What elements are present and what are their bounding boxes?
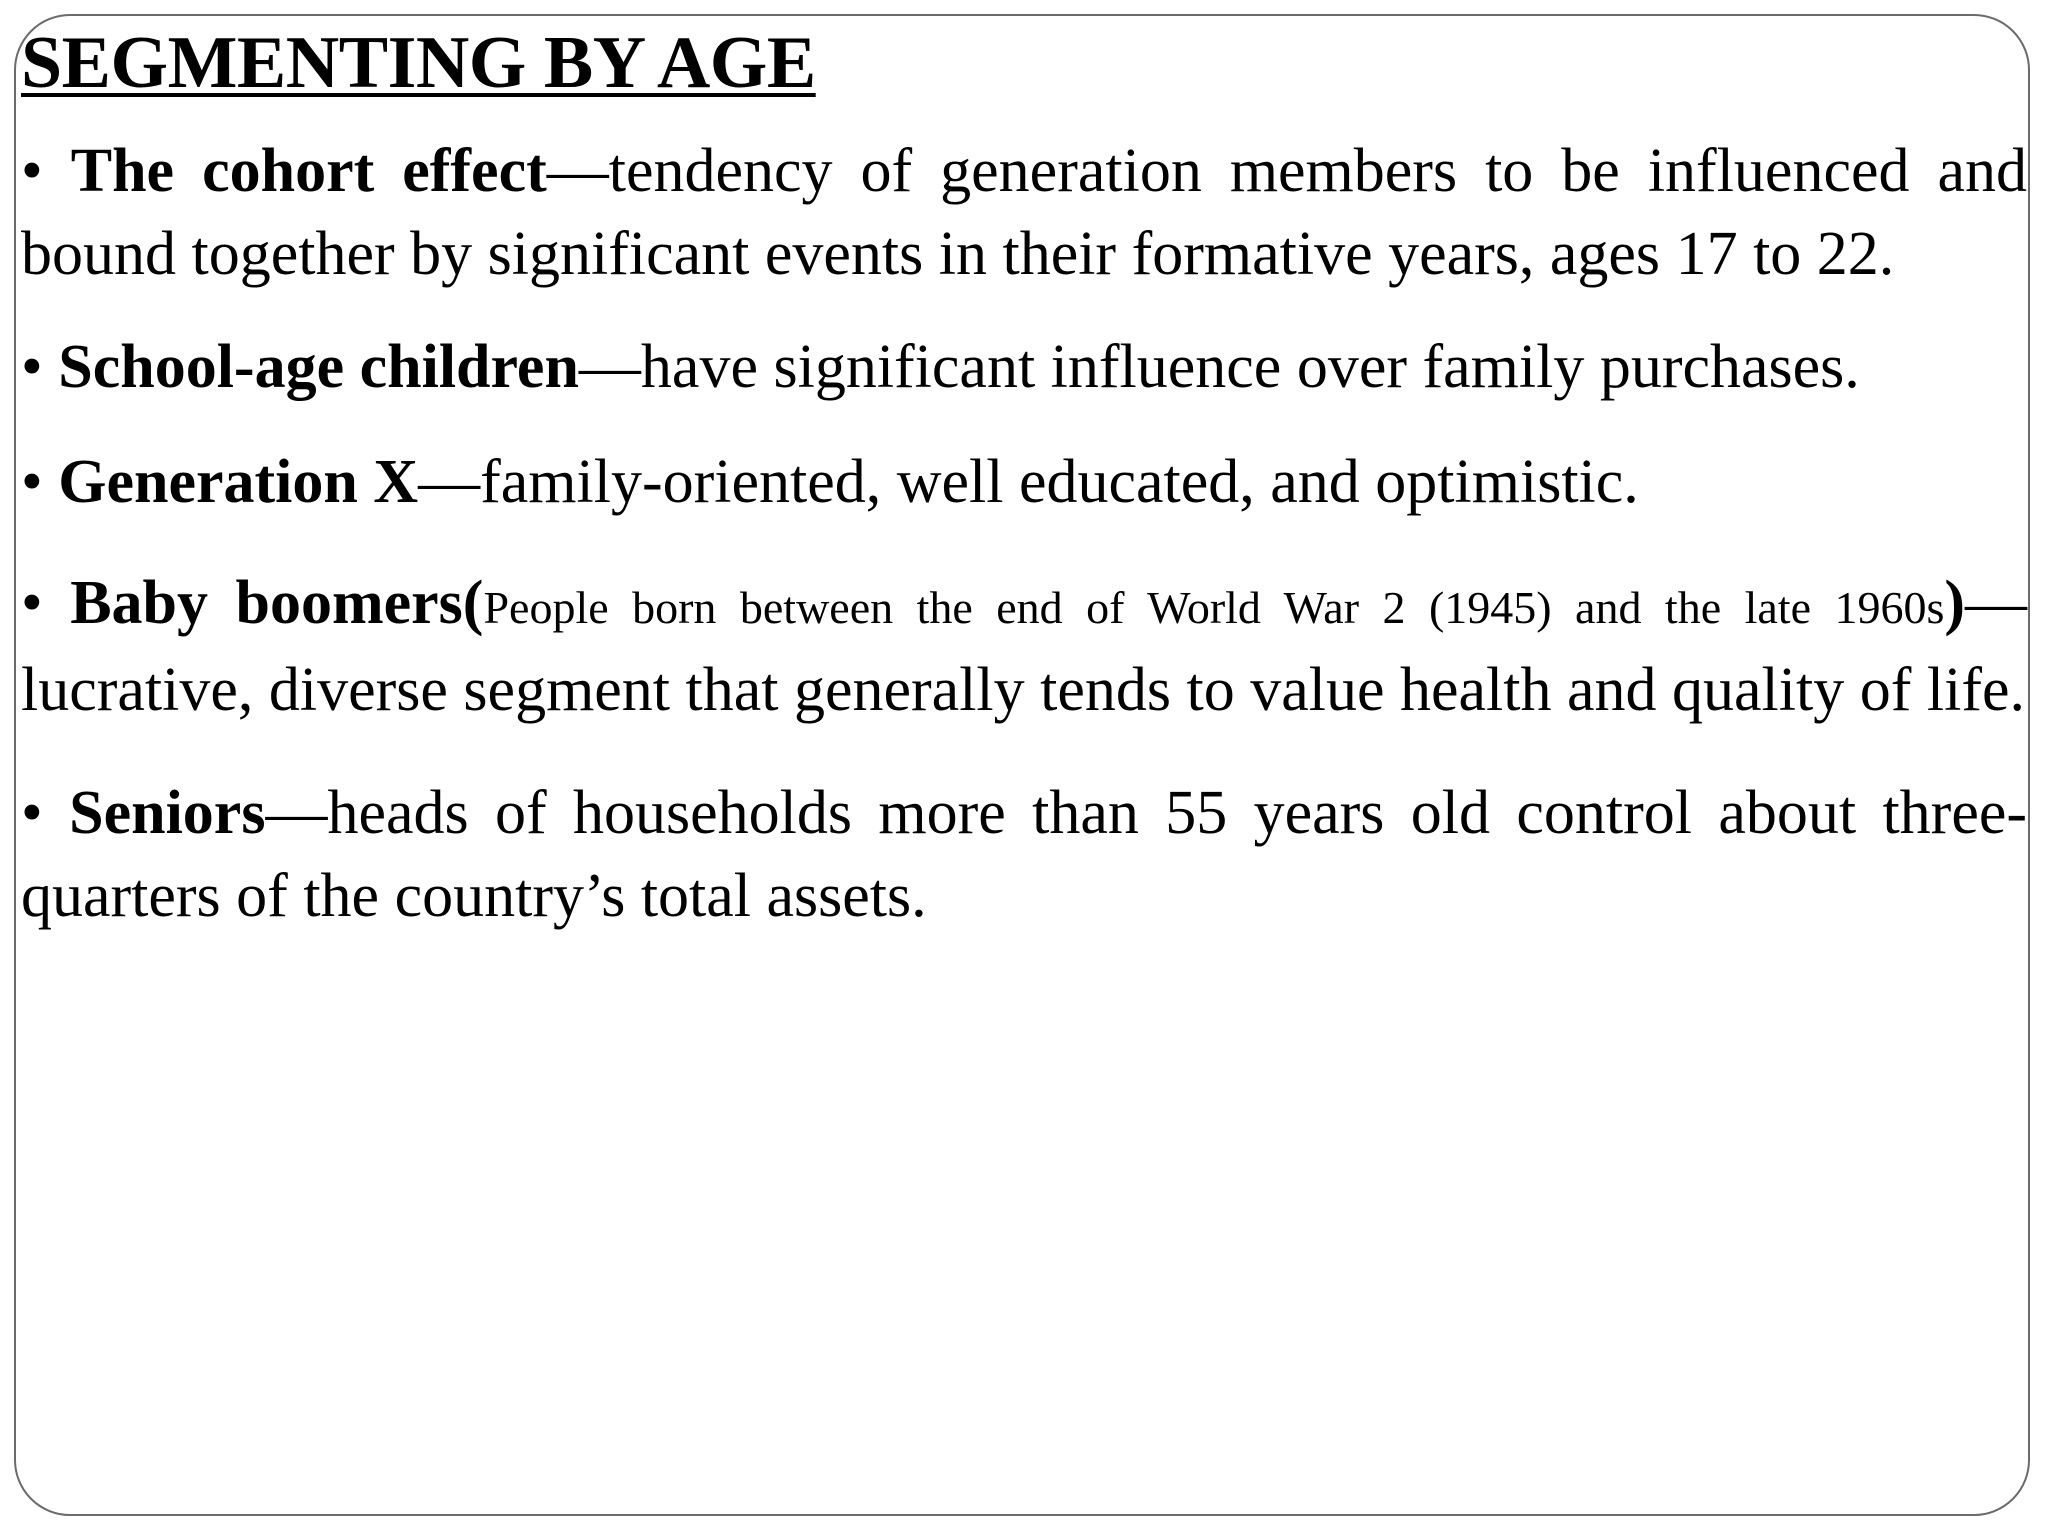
bullet-marker: • [21,333,43,401]
bullet-school-age-children [21,326,2027,409]
bullet-term: Baby boomers( [70,569,484,637]
bullet-term: Seniors [69,779,266,847]
bullet-marker: • [21,448,43,516]
bullet-seniors [21,772,2027,938]
bullet-marker: • [21,779,43,847]
bullet-generation-x [21,441,2027,524]
bullet-text: —family-oriented, well educated, and optimistic. [418,448,1639,516]
bullet-term: School-age children [58,333,579,401]
bullet-text: —tendency of generation members to be influenced and bound together by significant events in their formative years, ages 17 to 22. [21,137,2027,288]
bullet-term: The cohort effect [70,137,547,205]
bullet-marker: • [21,137,43,205]
bullet-cohort-effect [21,130,2027,296]
bullet-marker: • [21,569,43,637]
slide-content [21,18,2027,938]
bullet-text: —heads of households more than 55 years old control about three-quarters of the country’s total assets. [21,779,2028,930]
bullet-note: People born between the end of World War 2 (1945) and the late 1960s [483,582,1945,633]
bullet-term: Generation X [58,448,419,516]
bullet-baby-boomers [21,562,2027,732]
bullet-text: —have significant influence over family purchases. [578,333,1860,401]
bullet-text: — lucrative, diverse segment that generally tends to value health and quality of life. [21,569,2028,724]
bullet-note-close: ) [1944,569,1966,637]
slide-title: SEGMENTING BY AGE [21,22,816,104]
